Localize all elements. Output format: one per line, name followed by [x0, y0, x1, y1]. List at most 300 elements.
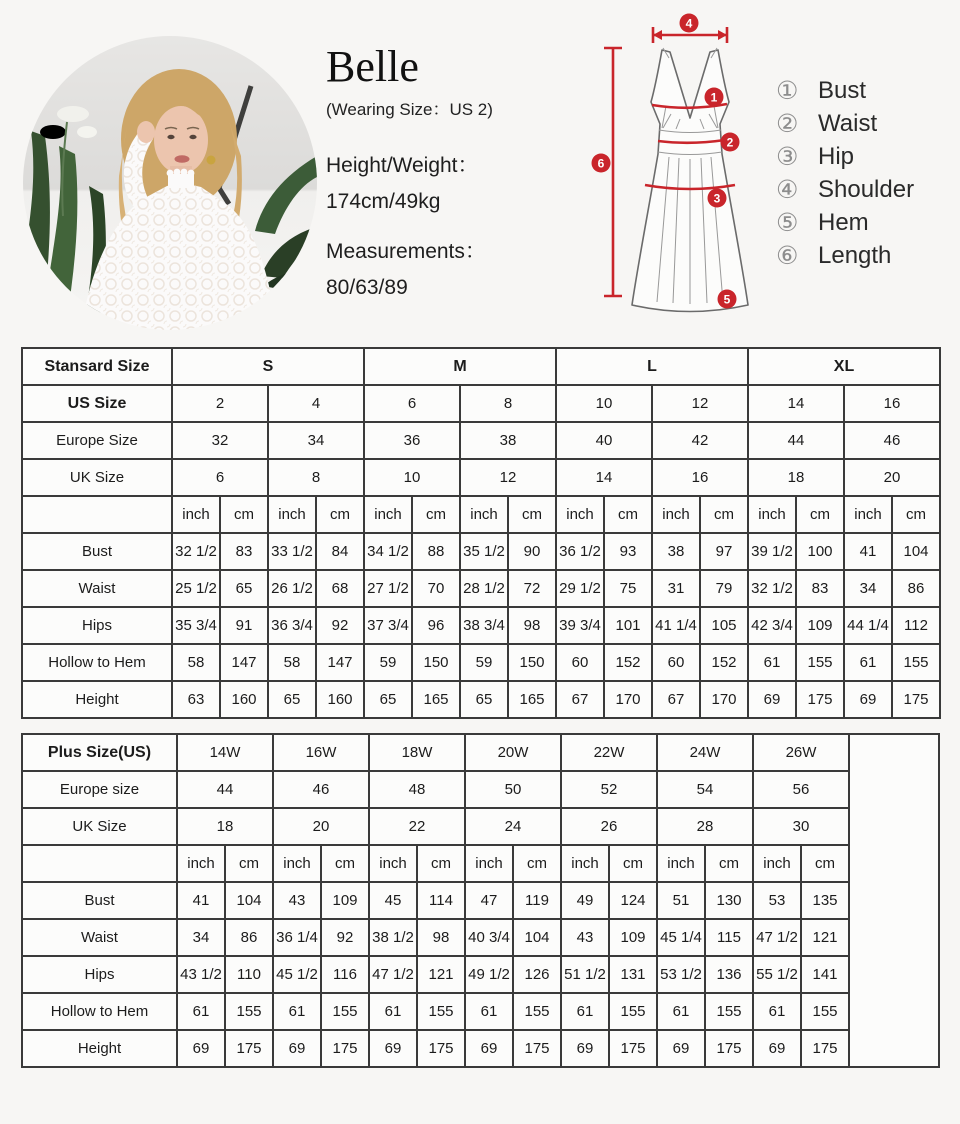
- measurement-value: 67: [556, 681, 604, 718]
- legend-label: Length: [818, 241, 892, 269]
- unit-header: cm: [892, 496, 940, 533]
- measurement-value: 98: [508, 607, 556, 644]
- measurement-value: 45 1/4: [657, 919, 705, 956]
- table-row: [22, 681, 940, 718]
- measurement-value: 136: [705, 956, 753, 993]
- legend-item: [776, 107, 914, 140]
- measurement-value: 26 1/2: [268, 570, 316, 607]
- measurement-value: 65: [268, 681, 316, 718]
- europe-size-value: 42: [652, 422, 748, 459]
- plus-size-value: 26W: [753, 734, 849, 771]
- uk-size-value: 14: [556, 459, 652, 496]
- measurement-value: 135: [801, 882, 849, 919]
- uk-size-value: 20: [844, 459, 940, 496]
- legend-number-icon: ⑥: [776, 241, 799, 270]
- table-row: [22, 993, 939, 1030]
- measurement-value: 175: [801, 1030, 849, 1067]
- measurement-value: 65: [364, 681, 412, 718]
- unit-header: inch: [556, 496, 604, 533]
- measurement-value: 32 1/2: [748, 570, 796, 607]
- height-weight-value: 174cm/49kg: [326, 190, 441, 214]
- unit-header: inch: [657, 845, 705, 882]
- plus-size-value: 16W: [273, 734, 369, 771]
- measurement-value: 38 3/4: [460, 607, 508, 644]
- measurement-value: 175: [225, 1030, 273, 1067]
- measurement-value: 84: [316, 533, 364, 570]
- uk-size-label: UK Size: [22, 459, 172, 496]
- measurement-value: 27 1/2: [364, 570, 412, 607]
- size-group-header: L: [556, 348, 748, 385]
- measurement-value: 98: [417, 919, 465, 956]
- measurement-value: 36 1/2: [556, 533, 604, 570]
- measurement-value: 160: [220, 681, 268, 718]
- measurement-value: 86: [225, 919, 273, 956]
- measurement-value: 61: [753, 993, 801, 1030]
- measurement-value: 38: [652, 533, 700, 570]
- unit-header: inch: [268, 496, 316, 533]
- measurement-value: 121: [417, 956, 465, 993]
- marker-shoulder: [680, 14, 699, 33]
- marker-hem: [718, 290, 737, 309]
- us-size-value: 8: [460, 385, 556, 422]
- europe-size-value: 38: [460, 422, 556, 459]
- measurement-value: 131: [609, 956, 657, 993]
- empty-cell: [22, 845, 177, 882]
- measurement-value: 59: [364, 644, 412, 681]
- measurement-value: 93: [604, 533, 652, 570]
- legend-label: Hip: [818, 142, 855, 170]
- uk-size-value: 16: [652, 459, 748, 496]
- measurement-value: 69: [561, 1030, 609, 1067]
- marker-length: [592, 154, 611, 173]
- table-row: [22, 533, 940, 570]
- measurement-value: 51: [657, 882, 705, 919]
- table-row: [22, 607, 940, 644]
- measurement-value: 65: [460, 681, 508, 718]
- measurement-value: 86: [892, 570, 940, 607]
- measurement-value: 65: [220, 570, 268, 607]
- europe-size-value: 56: [753, 771, 849, 808]
- table-row: [22, 771, 939, 808]
- europe-size-label: Europe Size: [22, 422, 172, 459]
- table-row: [22, 1030, 939, 1067]
- measurement-value: 175: [417, 1030, 465, 1067]
- legend-label: Bust: [818, 76, 867, 104]
- measurement-value: 175: [796, 681, 844, 718]
- unit-header: cm: [801, 845, 849, 882]
- measurement-value: 69: [177, 1030, 225, 1067]
- table-row: [22, 459, 940, 496]
- legend-number-icon: ④: [776, 175, 799, 204]
- measurement-value: 116: [321, 956, 369, 993]
- measurement-value: 61: [273, 993, 321, 1030]
- measurement-value: 104: [225, 882, 273, 919]
- measurement-value: 39 3/4: [556, 607, 604, 644]
- measurement-value: 101: [604, 607, 652, 644]
- measurement-legend: [776, 74, 914, 272]
- measurement-value: 35 1/2: [460, 533, 508, 570]
- unit-header: cm: [321, 845, 369, 882]
- legend-number-icon: ②: [776, 109, 799, 138]
- measurement-value: 39 1/2: [748, 533, 796, 570]
- uk-size-value: 24: [465, 808, 561, 845]
- measurement-value: 47 1/2: [369, 956, 417, 993]
- measurement-value: 49 1/2: [465, 956, 513, 993]
- measurement-value: 58: [268, 644, 316, 681]
- measurement-value: 110: [225, 956, 273, 993]
- europe-size-value: 44: [177, 771, 273, 808]
- plus-size-value: 14W: [177, 734, 273, 771]
- measurement-value: 59: [460, 644, 508, 681]
- table-row: [22, 956, 939, 993]
- measurement-value: 104: [892, 533, 940, 570]
- measurement-value: 155: [321, 993, 369, 1030]
- measurement-value: 47 1/2: [753, 919, 801, 956]
- uk-size-value: 18: [177, 808, 273, 845]
- measurement-value: 119: [513, 882, 561, 919]
- unit-header: inch: [748, 496, 796, 533]
- measurement-value: 69: [844, 681, 892, 718]
- uk-size-value: 8: [268, 459, 364, 496]
- size-group-header: S: [172, 348, 364, 385]
- measurement-value: 49: [561, 882, 609, 919]
- plus-size-title: Plus Size(US): [22, 734, 177, 771]
- measurement-value: 155: [705, 993, 753, 1030]
- plus-size-value: 20W: [465, 734, 561, 771]
- unit-header: cm: [225, 845, 273, 882]
- measurement-value: 97: [700, 533, 748, 570]
- unit-header: inch: [460, 496, 508, 533]
- measurement-value: 79: [700, 570, 748, 607]
- wearing-size: (Wearing Size：US 2): [326, 100, 493, 120]
- legend-item: [776, 239, 914, 272]
- measurement-value: 152: [604, 644, 652, 681]
- uk-size-value: 6: [172, 459, 268, 496]
- measurement-value: 175: [513, 1030, 561, 1067]
- unit-header: cm: [796, 496, 844, 533]
- measurement-value: 155: [892, 644, 940, 681]
- measurement-value: 29 1/2: [556, 570, 604, 607]
- unit-header: cm: [700, 496, 748, 533]
- measurement-value: 47: [465, 882, 513, 919]
- measurement-label: Hollow to Hem: [22, 993, 177, 1030]
- measurement-value: 114: [417, 882, 465, 919]
- europe-size-value: 46: [844, 422, 940, 459]
- measurement-value: 31: [652, 570, 700, 607]
- empty-cell: [22, 496, 172, 533]
- height-weight-label: Height/Weight：: [326, 154, 479, 178]
- measurement-value: 42 3/4: [748, 607, 796, 644]
- measurement-value: 70: [412, 570, 460, 607]
- uk-size-value: 30: [753, 808, 849, 845]
- standard-size-table: [21, 347, 941, 719]
- measurement-label: Hips: [22, 607, 172, 644]
- europe-size-value: 44: [748, 422, 844, 459]
- unit-header: inch: [177, 845, 225, 882]
- measurement-value: 88: [412, 533, 460, 570]
- unit-header: inch: [273, 845, 321, 882]
- measurement-value: 40 3/4: [465, 919, 513, 956]
- measurement-value: 69: [369, 1030, 417, 1067]
- measurement-value: 75: [604, 570, 652, 607]
- measurement-value: 55 1/2: [753, 956, 801, 993]
- uk-size-value: 28: [657, 808, 753, 845]
- measurement-value: 96: [412, 607, 460, 644]
- europe-size-value: 46: [273, 771, 369, 808]
- unit-header: cm: [417, 845, 465, 882]
- measurement-value: 69: [657, 1030, 705, 1067]
- model-photo: [23, 36, 317, 330]
- measurement-value: 41 1/4: [652, 607, 700, 644]
- table-row: [22, 882, 939, 919]
- measurement-value: 61: [561, 993, 609, 1030]
- europe-size-value: 32: [172, 422, 268, 459]
- uk-size-value: 12: [460, 459, 556, 496]
- legend-number-icon: ⑤: [776, 208, 799, 237]
- measurement-label: Waist: [22, 570, 172, 607]
- model-info: [326, 44, 566, 300]
- europe-size-value: 52: [561, 771, 657, 808]
- measurement-value: 92: [321, 919, 369, 956]
- svg-text:1: 1: [710, 90, 718, 105]
- measurement-value: 175: [705, 1030, 753, 1067]
- marker-waist: [721, 133, 740, 152]
- measurement-value: 34: [177, 919, 225, 956]
- measurement-value: 51 1/2: [561, 956, 609, 993]
- table-row: [22, 845, 939, 882]
- measurement-value: 53: [753, 882, 801, 919]
- table-row: [22, 734, 939, 771]
- measurement-value: 32 1/2: [172, 533, 220, 570]
- us-size-value: 6: [364, 385, 460, 422]
- measurement-value: 112: [892, 607, 940, 644]
- plus-size-value: 18W: [369, 734, 465, 771]
- measurement-value: 91: [220, 607, 268, 644]
- measurement-value: 45: [369, 882, 417, 919]
- measurement-value: 100: [796, 533, 844, 570]
- measurement-value: 160: [316, 681, 364, 718]
- measurement-value: 90: [508, 533, 556, 570]
- measurement-value: 36 1/4: [273, 919, 321, 956]
- measurement-value: 61: [465, 993, 513, 1030]
- unit-header: cm: [220, 496, 268, 533]
- legend-label: Hem: [818, 208, 869, 236]
- hand: [137, 121, 155, 143]
- unit-header: cm: [316, 496, 364, 533]
- measurement-value: 69: [273, 1030, 321, 1067]
- measurement-value: 69: [465, 1030, 513, 1067]
- measurement-value: 44 1/4: [844, 607, 892, 644]
- unit-header: inch: [844, 496, 892, 533]
- marker-bust: [705, 88, 724, 107]
- unit-header: cm: [513, 845, 561, 882]
- unit-header: cm: [609, 845, 657, 882]
- us-size-label: US Size: [22, 385, 172, 422]
- europe-size-value: 50: [465, 771, 561, 808]
- measurement-value: 141: [801, 956, 849, 993]
- measurement-value: 72: [508, 570, 556, 607]
- measurement-value: 61: [369, 993, 417, 1030]
- svg-text:2: 2: [726, 135, 734, 150]
- measurement-value: 147: [220, 644, 268, 681]
- table-row: [22, 808, 939, 845]
- measurement-value: 34 1/2: [364, 533, 412, 570]
- table-row: [22, 422, 940, 459]
- measurement-label: Waist: [22, 919, 177, 956]
- unit-header: inch: [561, 845, 609, 882]
- measurement-value: 155: [513, 993, 561, 1030]
- unit-header: cm: [705, 845, 753, 882]
- table-row: [22, 385, 940, 422]
- unit-header: inch: [652, 496, 700, 533]
- measurement-value: 60: [556, 644, 604, 681]
- measurement-value: 126: [513, 956, 561, 993]
- measurement-value: 147: [316, 644, 364, 681]
- measurement-value: 152: [700, 644, 748, 681]
- measurement-label: Hollow to Hem: [22, 644, 172, 681]
- europe-size-value: 54: [657, 771, 753, 808]
- uk-size-value: 26: [561, 808, 657, 845]
- europe-size-value: 36: [364, 422, 460, 459]
- measurement-value: 155: [609, 993, 657, 1030]
- legend-item: [776, 206, 914, 239]
- measurement-label: Hips: [22, 956, 177, 993]
- legend-number-icon: ①: [776, 76, 799, 105]
- measurement-value: 109: [321, 882, 369, 919]
- measurement-value: 109: [609, 919, 657, 956]
- us-size-value: 16: [844, 385, 940, 422]
- table-row: [22, 570, 940, 607]
- legend-item: [776, 74, 914, 107]
- measurement-value: 124: [609, 882, 657, 919]
- model-name: Belle: [326, 42, 419, 91]
- unit-header: inch: [364, 496, 412, 533]
- dress-measurement-diagram: [583, 2, 775, 340]
- size-group-header: M: [364, 348, 556, 385]
- measurement-value: 109: [796, 607, 844, 644]
- top-section: [0, 0, 960, 347]
- europe-size-value: 48: [369, 771, 465, 808]
- measurement-value: 38 1/2: [369, 919, 417, 956]
- unit-header: inch: [172, 496, 220, 533]
- table-row: [22, 919, 939, 956]
- measurement-value: 61: [748, 644, 796, 681]
- table-row: [22, 348, 940, 385]
- legend-label: Waist: [818, 109, 878, 137]
- measurement-value: 165: [508, 681, 556, 718]
- marker-hip: [708, 189, 727, 208]
- measurement-value: 175: [892, 681, 940, 718]
- us-size-value: 10: [556, 385, 652, 422]
- legend-item: [776, 173, 914, 206]
- measurement-value: 150: [412, 644, 460, 681]
- unit-header: inch: [369, 845, 417, 882]
- measurement-value: 175: [321, 1030, 369, 1067]
- measurement-value: 83: [796, 570, 844, 607]
- svg-text:3: 3: [713, 191, 721, 206]
- measurement-value: 155: [801, 993, 849, 1030]
- table-row: [22, 644, 940, 681]
- measurements-value: 80/63/89: [326, 276, 408, 300]
- uk-size-value: 18: [748, 459, 844, 496]
- plus-size-table: [21, 733, 940, 1068]
- measurement-value: 28 1/2: [460, 570, 508, 607]
- uk-size-value: 20: [273, 808, 369, 845]
- measurement-value: 63: [172, 681, 220, 718]
- plus-size-value: 24W: [657, 734, 753, 771]
- measurements-label: Measurements：: [326, 240, 486, 264]
- measurement-label: Height: [22, 681, 172, 718]
- measurement-label: Bust: [22, 533, 172, 570]
- measurement-label: Bust: [22, 882, 177, 919]
- unit-header: cm: [412, 496, 460, 533]
- us-size-value: 12: [652, 385, 748, 422]
- empty-column: [849, 734, 939, 1067]
- measurement-value: 41: [177, 882, 225, 919]
- measurement-value: 150: [508, 644, 556, 681]
- legend-number-icon: ③: [776, 142, 799, 171]
- measurement-value: 170: [700, 681, 748, 718]
- measurement-value: 43 1/2: [177, 956, 225, 993]
- europe-size-label: Europe size: [22, 771, 177, 808]
- measurement-value: 130: [705, 882, 753, 919]
- measurement-value: 68: [316, 570, 364, 607]
- measurement-value: 61: [657, 993, 705, 1030]
- uk-size-label: UK Size: [22, 808, 177, 845]
- measurement-value: 155: [796, 644, 844, 681]
- earring: [207, 156, 216, 165]
- measurement-value: 41: [844, 533, 892, 570]
- measurement-value: 58: [172, 644, 220, 681]
- legend-item: [776, 140, 914, 173]
- measurement-value: 69: [753, 1030, 801, 1067]
- us-size-value: 14: [748, 385, 844, 422]
- measurement-value: 61: [177, 993, 225, 1030]
- measurement-value: 155: [417, 993, 465, 1030]
- us-size-value: 2: [172, 385, 268, 422]
- measurement-value: 53 1/2: [657, 956, 705, 993]
- europe-size-value: 34: [268, 422, 364, 459]
- measurement-value: 175: [609, 1030, 657, 1067]
- measurement-value: 165: [412, 681, 460, 718]
- measurement-value: 115: [705, 919, 753, 956]
- measurement-value: 43: [273, 882, 321, 919]
- unit-header: inch: [753, 845, 801, 882]
- plus-size-value: 22W: [561, 734, 657, 771]
- size-group-header: XL: [748, 348, 940, 385]
- svg-text:6: 6: [597, 156, 605, 171]
- measurement-value: 69: [748, 681, 796, 718]
- measurement-value: 67: [652, 681, 700, 718]
- standard-size-title: Stansard Size: [22, 348, 172, 385]
- measurement-value: 45 1/2: [273, 956, 321, 993]
- measurement-value: 61: [844, 644, 892, 681]
- measurement-value: 33 1/2: [268, 533, 316, 570]
- measurement-value: 92: [316, 607, 364, 644]
- unit-header: cm: [604, 496, 652, 533]
- uk-size-value: 22: [369, 808, 465, 845]
- unit-header: inch: [465, 845, 513, 882]
- measurement-value: 43: [561, 919, 609, 956]
- measurement-value: 35 3/4: [172, 607, 220, 644]
- table-row: [22, 496, 940, 533]
- europe-size-value: 40: [556, 422, 652, 459]
- unit-header: cm: [508, 496, 556, 533]
- measurement-value: 155: [225, 993, 273, 1030]
- measurement-value: 170: [604, 681, 652, 718]
- svg-text:5: 5: [723, 292, 731, 307]
- uk-size-value: 10: [364, 459, 460, 496]
